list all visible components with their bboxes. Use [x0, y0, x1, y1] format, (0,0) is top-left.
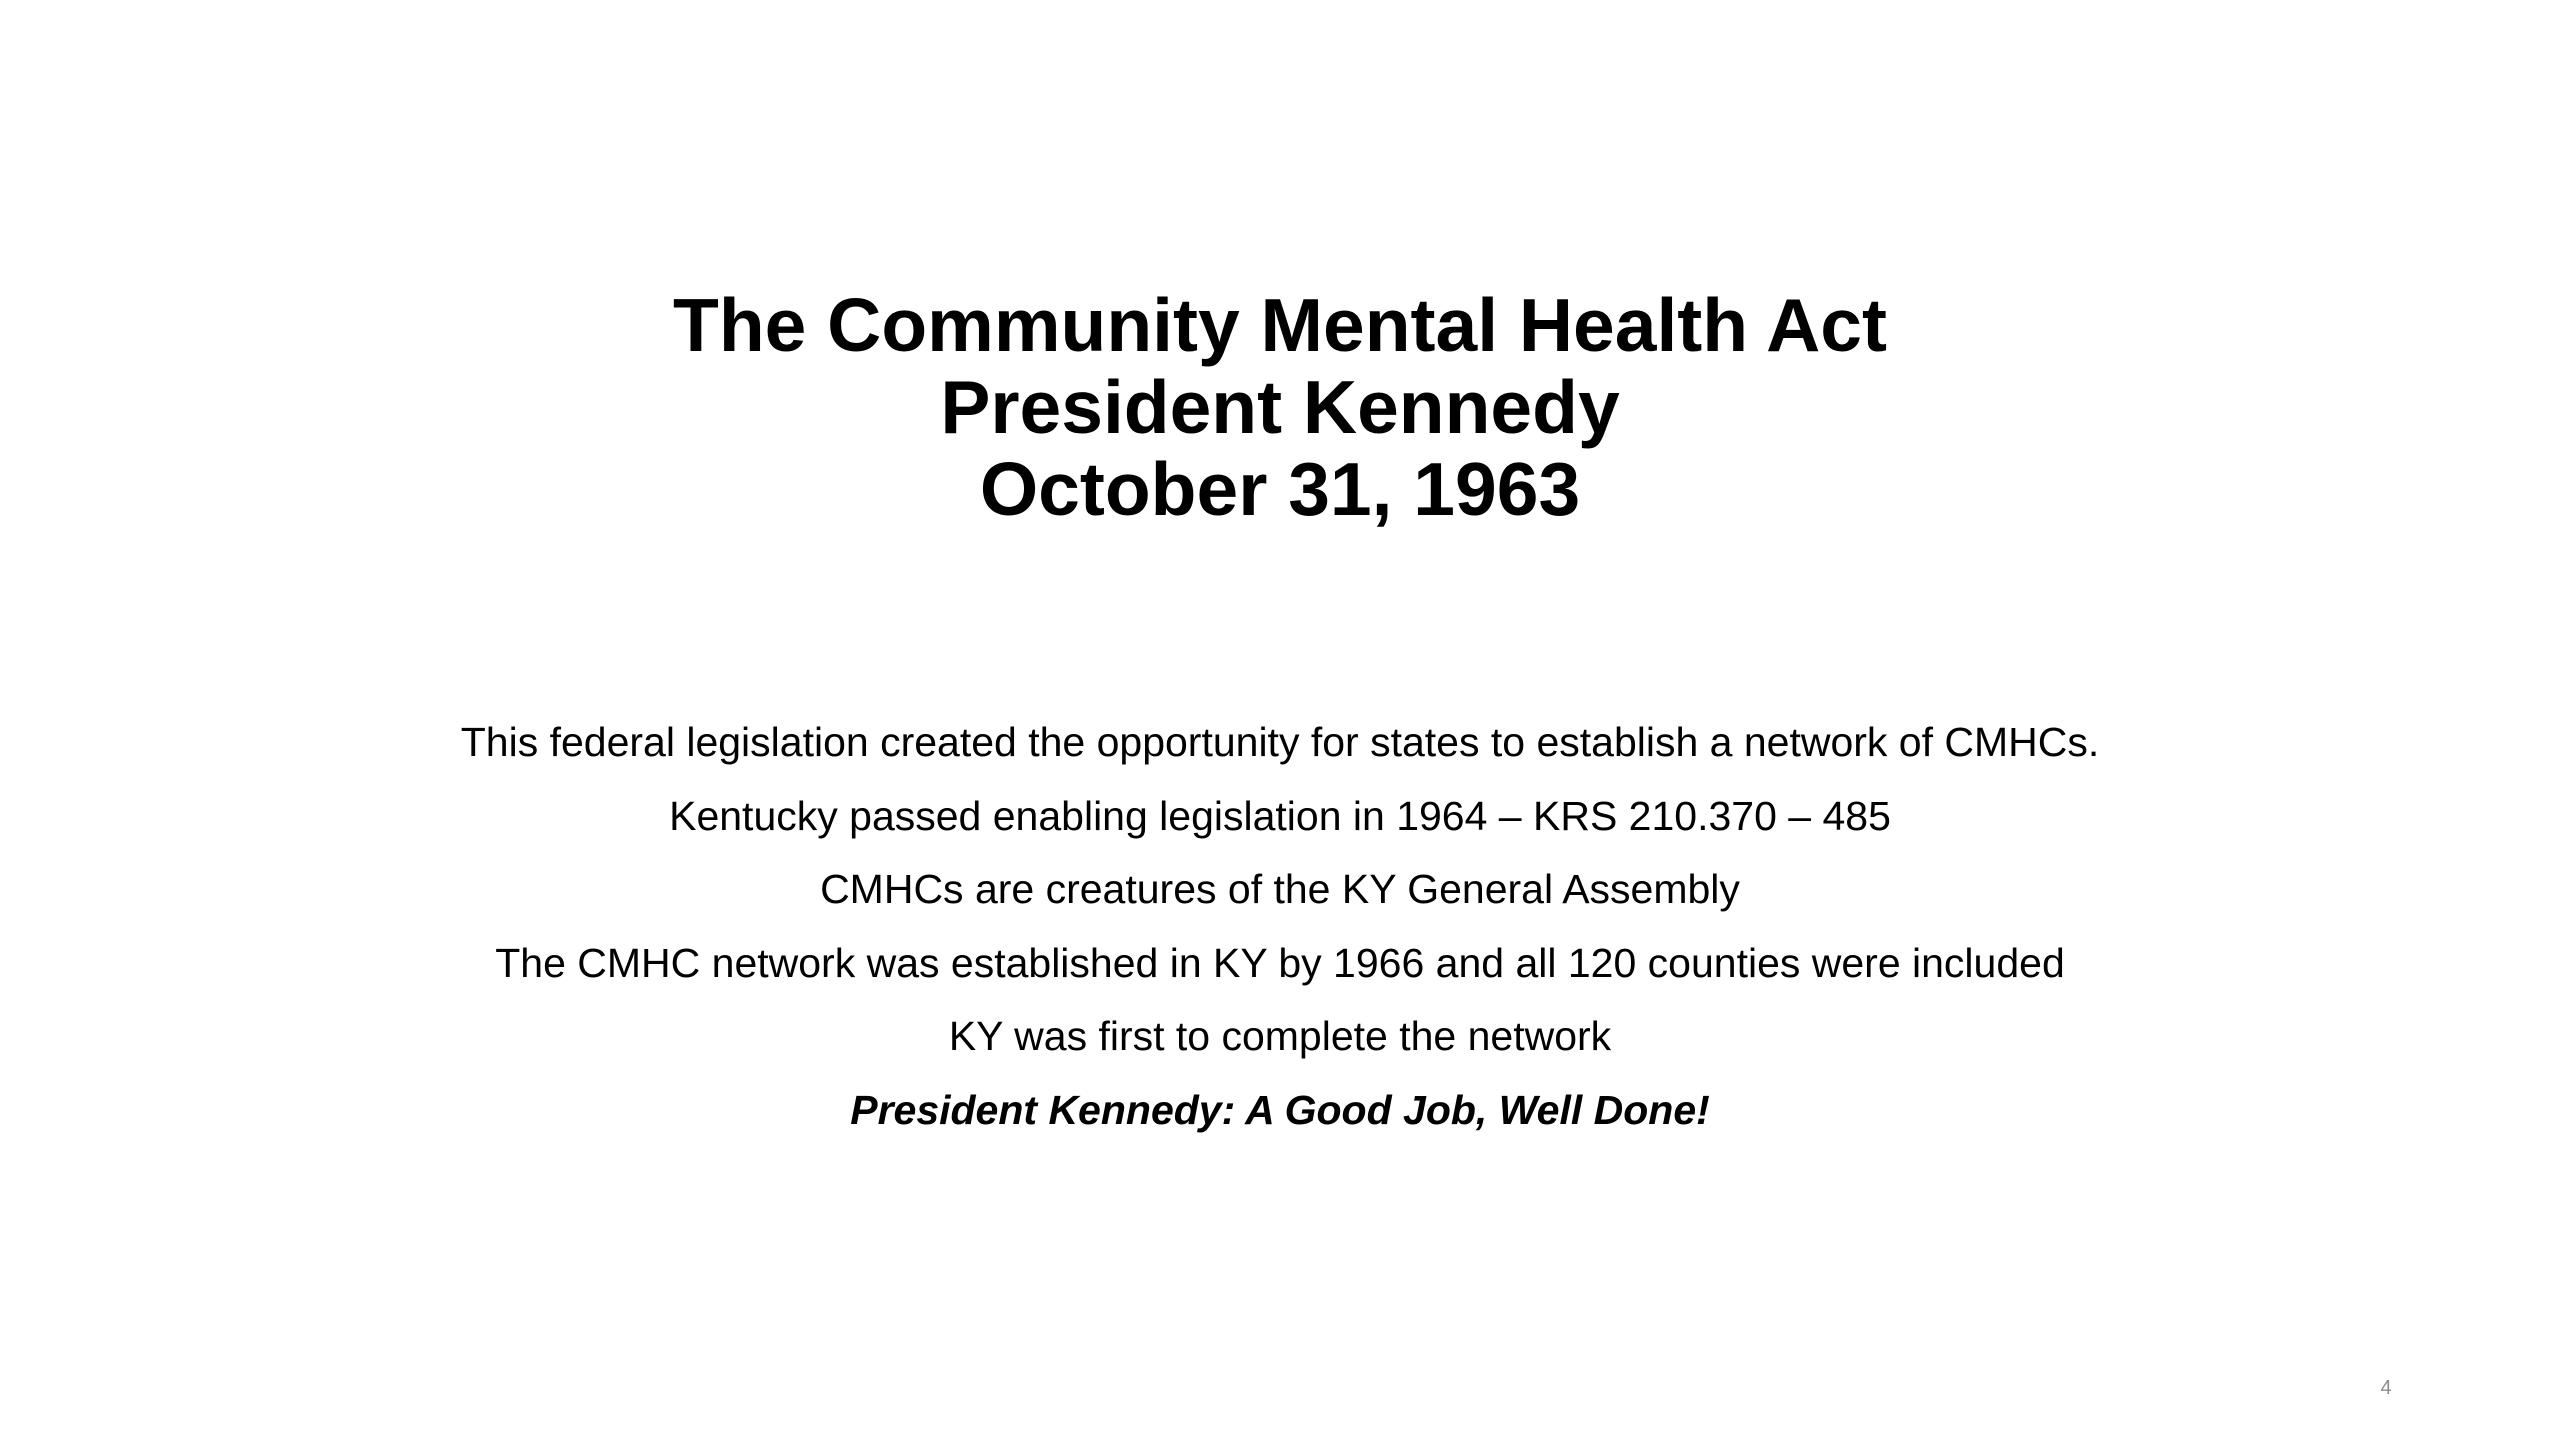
title-line-act: The Community Mental Health Act [673, 283, 1887, 367]
title-line-president: President Kennedy [940, 365, 1620, 449]
slide-body [0, 706, 2560, 1147]
page-number: 4 [2380, 1377, 2392, 1399]
body-line-general-assembly: CMHCs are creatures of the KY General Assembly [820, 866, 1740, 912]
title-line-date: October 31, 1963 [979, 447, 1581, 531]
slide-title [0, 284, 2560, 530]
body-line-kentucky-legislation: Kentucky passed enabling legislation in 1964 – KRS 210.370 – 485 [669, 792, 1891, 839]
body-line-network-established: The CMHC network was established in KY by 1966 and all 120 counties were included [495, 939, 2065, 986]
body-line-first-to-complete: KY was first to complete the network [948, 1013, 1612, 1059]
body-line-federal-legislation: This federal legislation created the opportunity for states to establish a network of CMHCs. [460, 719, 2100, 765]
closing-line: President Kennedy: A Good Job, Well Done! [850, 1086, 1710, 1133]
